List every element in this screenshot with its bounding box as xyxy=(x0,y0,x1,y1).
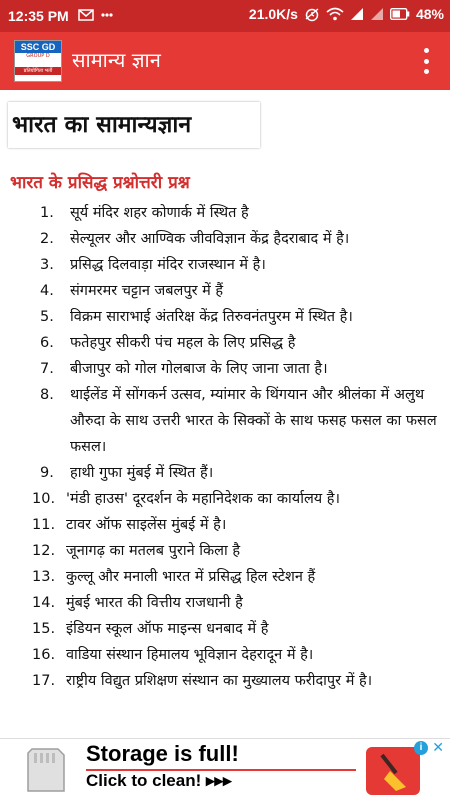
list-item: 3. प्रसिद्ध दिलवाड़ा मंदिर राजस्थान में है। xyxy=(40,257,266,273)
network-speed: 21.0K/s xyxy=(248,6,298,22)
logo-text-top: SSC GD xyxy=(15,41,61,53)
logo-text-middle: GROUP D xyxy=(26,53,50,59)
list-item: 12. जूनागढ़ का मतलब पुराने किला है xyxy=(32,543,241,559)
ad-headline: Storage is full! xyxy=(86,741,239,766)
article-content[interactable] xyxy=(0,90,450,738)
wifi-icon xyxy=(326,7,344,21)
app-title: सामान्य ज्ञान xyxy=(72,48,161,72)
overflow-menu-icon[interactable] xyxy=(424,48,430,74)
list-item: 6. फतेहपुर सीकरी पंच महल के लिए प्रसिद्ध है xyxy=(40,335,296,351)
list-item: 15. इंडियन स्कूल ऑफ माइन्स धनबाद में है xyxy=(32,621,269,637)
app-bar xyxy=(0,32,450,90)
list-item: 4. संगमरमर चट्टान जबलपुर में हैं xyxy=(40,283,224,299)
alarm-icon xyxy=(304,6,320,22)
list-item: 8. थाईलेंड में सोंगकर्न उत्सव, म्यांमार के थिंगयान और श्रीलंका में अलुथ औरुदा के साथ उत्तरी भारत के सिक्कों के साथ फसह फसल का फसल फसल। xyxy=(40,387,437,455)
list-item: 7. बीजापुर को गोल गोलबाज के लिए जाना जाता है। xyxy=(40,361,328,377)
broom-icon xyxy=(366,747,420,795)
notification-dots-icon xyxy=(100,8,114,22)
battery-percent: 48% xyxy=(415,6,444,22)
status-time: 12:35 PM xyxy=(8,8,69,24)
ad-close-icon[interactable]: ✕ xyxy=(432,739,444,755)
list-item: 17. राष्ट्रीय विद्युत प्रशिक्षण संस्थान का मुख्यालय फरीदापुर में है। xyxy=(32,673,373,689)
signal-icon-2 xyxy=(370,7,384,21)
ad-banner[interactable] xyxy=(0,738,450,801)
sd-card-icon xyxy=(24,747,68,793)
app-logo xyxy=(14,40,62,82)
list-item: 13. कुल्लू और मनाली भारत में प्रसिद्ध हिल स्टेशन हैं xyxy=(32,569,316,585)
ad-info-icon[interactable]: i xyxy=(414,741,428,755)
list-item: 1. सूर्य मंदिर शहर कोणार्क में स्थित है xyxy=(40,205,249,221)
list-item: 16. वाडिया संस्थान हिमालय भूविज्ञान देहरादून में है। xyxy=(32,647,314,663)
list-item: 2. सेल्यूलर और आण्विक जीवविज्ञान केंद्र हैदराबाद में है। xyxy=(40,231,350,247)
article-subheading: भारत के प्रसिद्ध प्रश्नोत्तरी प्रश्न xyxy=(10,173,190,193)
facts-list xyxy=(0,200,446,694)
logo-text-bottom: प्रतियोगिता भर्ती xyxy=(15,67,61,75)
article-heading: भारत का सामान्यज्ञान xyxy=(12,112,192,138)
list-item: 5. विक्रम साराभाई अंतरिक्ष केंद्र तिरुवनंतपुरम में स्थित है। xyxy=(40,309,353,325)
article-heading-box xyxy=(8,102,260,148)
list-item: 11. टावर ऑफ साइलेंस मुंबई में है। xyxy=(32,517,227,533)
notification-icons xyxy=(78,8,114,22)
mail-icon xyxy=(78,8,94,22)
list-item: 10. 'मंडी हाउस' दूरदर्शन के महानिदेशक का कार्यालय है। xyxy=(32,491,341,507)
ad-call-to-action[interactable]: Click to clean! ▸▸▸ xyxy=(86,771,232,790)
battery-icon xyxy=(390,8,410,20)
signal-icon-1 xyxy=(350,7,364,21)
status-right xyxy=(249,6,444,22)
status-bar xyxy=(0,0,450,32)
list-item: 14. मुंबई भारत की वित्तीय राजधानी है xyxy=(32,595,243,611)
list-item: 9. हाथी गुफा मुंबई में स्थित हैं। xyxy=(40,465,214,481)
